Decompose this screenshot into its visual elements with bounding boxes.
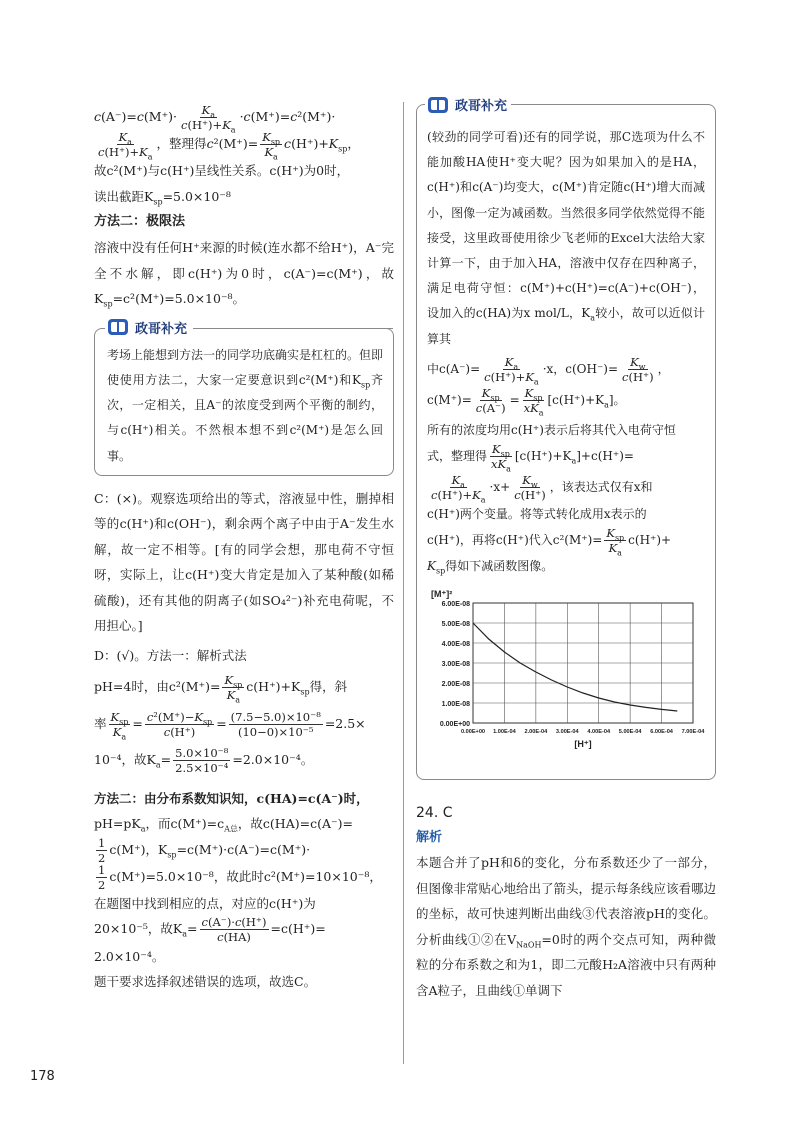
m2-line-4: $\frac{1}{2}$ c(M⁺)=5.0×10⁻⁸，故此时c²(M⁺)=10×10⁻⁸，	[98, 862, 382, 892]
right-box-para-6: $\frac{K_a}{c(H^+)+K_a}$ ·x+ $\frac{K_w}{c(H^+)}$ ，该表达式仅有x和	[431, 473, 653, 505]
column-divider	[403, 102, 404, 1064]
right-box-para-2: 中c(A⁻)= $\frac{K_a}{c(H^+)+K_a}$ ·x，c(OH⁻)= $\frac{K_w}{c(H^+)}$ ，	[427, 354, 670, 387]
m2-line-8: 题干要求选择叙述错误的选项，故选C。	[94, 974, 317, 990]
m2-line-7: 2.0×10⁻⁴。	[94, 948, 165, 964]
x-axis-label: [H⁺]	[574, 739, 592, 750]
slope-line: 率 $\frac{K_{sp}}{K_a}$ = $\frac{c^2(M^+)-K_{sp}}{c(H^+)}$ = $\frac{\text{(7.5−5.0)×10⁻⁸}}{\text{(10−0)×10⁻⁵}}$ =2.5×	[94, 710, 366, 742]
supplement-box-right	[416, 99, 716, 780]
right-box-para-1: (较劲的同学可看)还有的同学说，那C选项为什么不能加酸HA使H⁺变大呢？因为如果加入的是HA，c(H⁺)和c(A⁻)均变大，c(M⁺)肯定随c(H⁺)增大而减小，图像一定为减函数。当然很多同学依然觉得不能接受，这里政哥使用徐少飞老师的Excel大法给大家计算一下，由于加入HA，溶液中仅存在四种离子，满足电荷守恒：c(M⁺)+c(H⁺)=c(A⁻)+c(OH⁻)，设加入的c(HA)为x mol/L，$K_a$较小，故可以近似计算其	[427, 130, 705, 346]
y-tick-label: 3.00E-08	[441, 661, 470, 669]
method2-text: 溶液中没有任何H⁺来源的时候(连水都不给H⁺)，A⁻完全不水解，即c(H⁺)为0时，c(A⁻)=c(M⁺)，故$K_{sp}=c^2(M^+)=5.0\times 10^{-8}$。	[94, 240, 394, 309]
ph4-line: pH=4时，由c²(M⁺)= $\frac{K_{sp}}{K_a}$ $c(H^+)+K_{sp}$得，斜	[94, 673, 348, 705]
m2-line-5: 在题图中找到相应的点，对应的c(H⁺)为	[94, 895, 316, 911]
option-c-text: C：(×)。观察选项给出的等式，溶液显中性，删掉相等的c(H⁺)和c(OH⁻)，剩余两个离子中由于A⁻发生水解，故一定不相等。[有的同学会想，那电荷不守恒呀，实际上，让c(H⁺)变大肯定是加入了某种酸(如稀硫酸)，还有其他的阴离子(如SO₄²⁻)补充电荷呢，不用担心。]	[94, 490, 394, 634]
right-box-para-7: c(H⁺)两个变量。将等式转化成用x表示的	[427, 506, 647, 521]
y-axis-label: [M⁺]²	[431, 589, 453, 600]
page-number: 178	[30, 1069, 55, 1084]
right-box-para-3: c(M⁺)= $\frac{K_{sp}}{c(A^-)}$ = $\frac{K_{sp}}{xK_a}$ $[c(H^+)+K_a]$。	[427, 385, 626, 418]
left-para-4: 读出截距$K_{sp}=5.0\times 10^{-8}$	[94, 188, 231, 207]
supplement-box-left	[94, 321, 394, 476]
right-box-para-5: 式，整理得 $\frac{K_{sp}}{xK_a}$ $[c(H^+)+K_a]+c(H^+)=$	[427, 442, 634, 474]
y-tick-label: 4.00E-08	[441, 641, 470, 649]
supplement-badge	[105, 318, 193, 337]
x-tick-label: 4.00E-04	[587, 729, 611, 736]
m2-line-2: $pH=pK_a$，而$c(M^+)=c_{A总}$，故c(HA)=c(A⁻)=	[94, 816, 353, 834]
supplement-badge-right	[425, 95, 511, 114]
notebook-icon	[107, 318, 129, 336]
supplement-label-right: 政哥补充	[455, 99, 508, 114]
left-para-2: $\frac{K_a}{c(H^+)+K_a}$ ，整理得c²(M⁺)= $\frac{K_{sp}}{K_a}$ $c(H^+)+K_{sp}$，	[98, 130, 360, 162]
supplement-label: 政哥补充	[135, 321, 188, 337]
left-para-3: 故c²(M⁺)与c(H⁺)呈线性关系。c(H⁺)为0时，	[94, 163, 350, 179]
slope-result: 10⁻⁴，故$K_a=$ $\frac{\text{5.0×10⁻⁸}}{\text{2.5×10⁻⁴}}$ =2.0×10⁻⁴。	[94, 745, 314, 775]
option-d-heading: D：(√)。方法一：解析式法	[94, 647, 247, 663]
m2-line-1: 方法二：由分布系数知识知，c(HA)=c(A⁻)时，	[94, 790, 369, 806]
y-tick-label: 6.00E-08	[441, 601, 470, 609]
right-box-para-8: c(H⁺)，再将c(H⁺)代入c²(M⁺)= $\frac{K_{sp}}{K_a}$ c(H⁺)+	[427, 525, 672, 558]
analysis-heading: 解析	[416, 830, 443, 846]
chart-container	[427, 585, 705, 769]
line-chart	[427, 585, 705, 765]
y-tick-label: 5.00E-08	[441, 621, 470, 629]
answer-24: 24. C	[416, 805, 453, 822]
x-tick-label: 7.00E-04	[681, 729, 705, 736]
y-tick-label: 2.00E-08	[441, 681, 470, 689]
x-tick-label: 3.00E-04	[555, 729, 579, 736]
analysis-text: 本题合并了pH和δ的变化，分布系数还少了一部分，但图像非常贴心地给出了箭头，提示每条线应该看哪边的坐标，故可快速判断出曲线③代表溶液pH的变化。分析曲线①②在$V_{NaOH}=0$时的两个交点可知，两种微粒的分布系数之和为1，即二元酸H₂A溶液中只有两种含A粒子，且曲线①单调下	[416, 855, 717, 998]
right-box-para-4: 所有的浓度均用c(H⁺)表示后将其代入电荷守恒	[427, 423, 676, 438]
supplement-text: 考场上能想到方法一的同学功底确实是杠杠的。但即使使用方法二，大家一定要意识到c²(M⁺)和$K_{sp}$齐次，一定相关，且A⁻的浓度受到两个平衡的制约，与c(H⁺)相关。不然根本想不到c²(M⁺)是怎么回事。	[107, 347, 384, 463]
x-tick-label: 6.00E-04	[650, 729, 673, 736]
x-tick-label: 5.00E-04	[618, 729, 642, 736]
x-tick-label: 2.00E-04	[524, 729, 548, 736]
method2-heading: 方法二：极限法	[94, 214, 186, 230]
y-tick-label: 0.00E+00	[439, 721, 470, 729]
right-box-para-9: $K_{sp}$得如下减函数图像。	[427, 558, 554, 576]
right-column	[416, 99, 717, 1003]
left-para-1: c(A⁻)=c(M⁺)· $\frac{K_a}{c(H^+)+K_a}$ ·c(M⁺)=c²(M⁺)·	[94, 103, 336, 135]
x-tick-label: 1.00E-04	[493, 729, 516, 736]
y-tick-label: 1.00E-08	[441, 701, 470, 709]
notebook-icon	[427, 96, 449, 114]
m2-line-3: $\frac{1}{2}$ c(M⁺)，$K_{sp}=c(M^+)\cdot c(A^-)=c(M^+)\cdot$	[98, 835, 311, 865]
x-tick-label: 0.00E+00	[460, 729, 486, 736]
m2-line-6: 20×10⁻⁵，故$K_a=$ $\frac{c(A^-)\cdot c(H^+)}{c(HA)}$ =c(H⁺)=	[94, 915, 326, 945]
left-column	[94, 104, 394, 995]
